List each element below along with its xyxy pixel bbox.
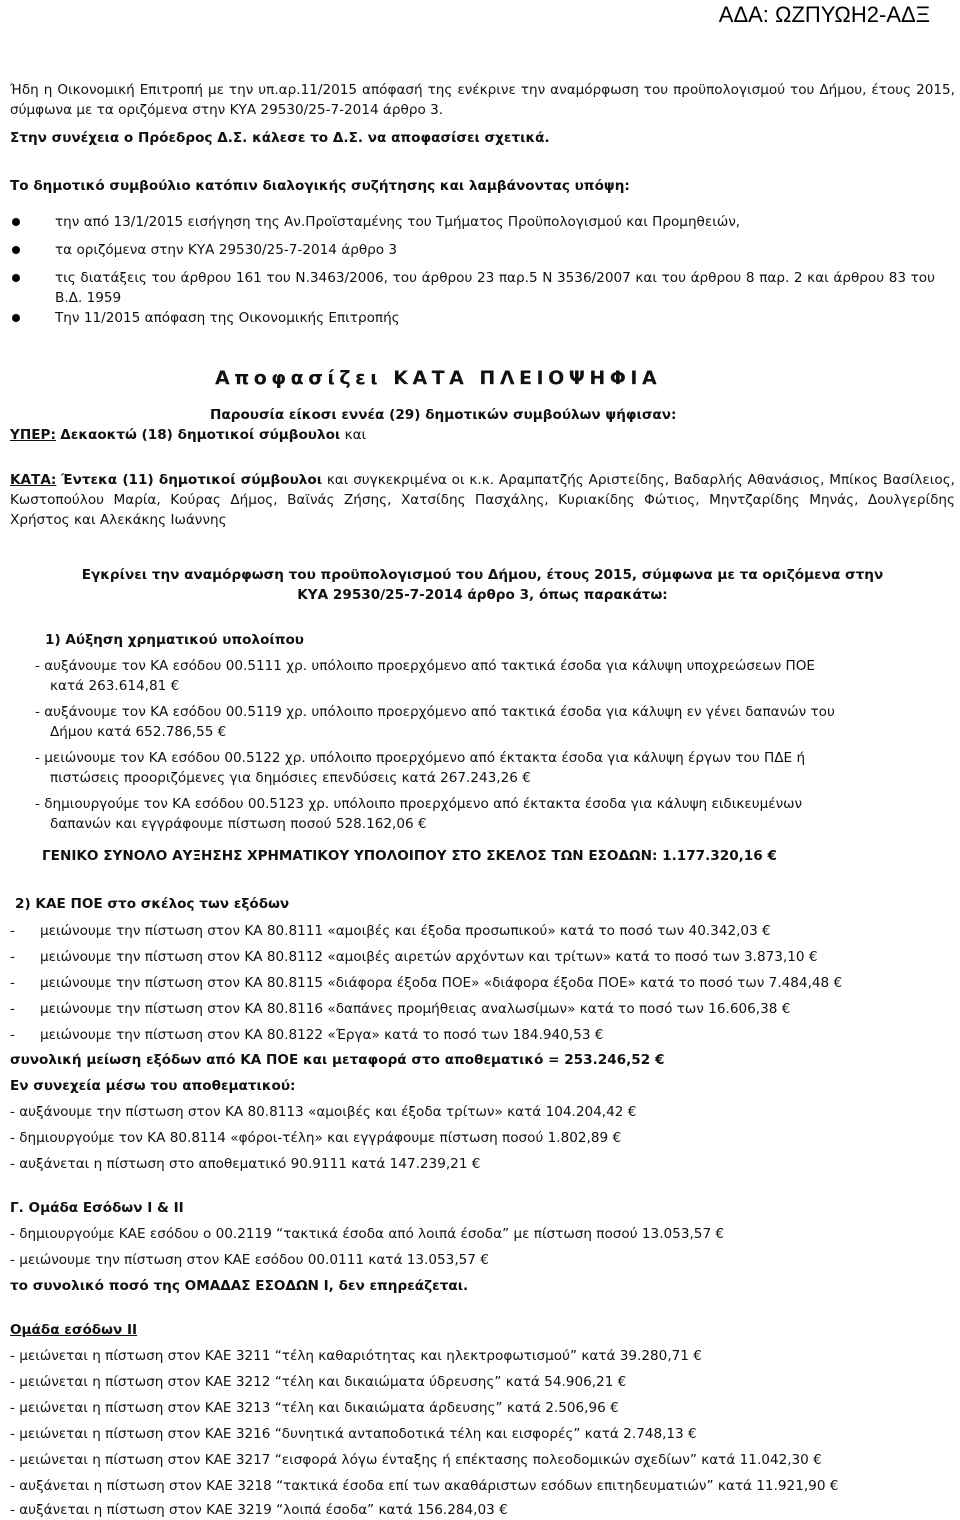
sectionG-note: το συνολικό ποσό της ΟΜΑΔΑΣ ΕΣΟΔΩΝ Ι, δεν επηρεάζεται. (10, 1278, 469, 1294)
section1-total: ΓΕΝΙΚΟ ΣΥΝΟΛΟ ΑΥΞΗΣΗΣ ΧΡΗΜΑΤΙΚΟΥ ΥΠΟΛΟΙΠΟΥ ΣΤΟ ΣΚΕΛΟΣ ΤΩΝ ΕΣΟΔΩΝ: 1.177.320,16 € (42, 848, 777, 864)
approval-line-1: Εγκρίνει την αναμόρφωση του προϋπολογισμού του Δήμου, έτους 2015, σύμφωνα με τα οριζόμενα στην (81, 567, 884, 583)
vote-yes-rest: και (344, 427, 367, 443)
intro-paragraph-2: Στην συνέχεια ο Πρόεδρος Δ.Σ. κάλεσε το Δ.Σ. να αποφασίσει σχετικά. (10, 130, 550, 146)
section2-total: συνολική μείωση εξόδων από ΚΑ ΠΟΕ και μεταφορά στο αποθεματικό = 253.246,52 € (10, 1052, 665, 1068)
reserve-title: Εν συνεχεία μέσω του αποθεματικού: (10, 1078, 296, 1094)
sectionG-item: - μειώνουμε την πίστωση στον ΚΑΕ εσόδου 00.0111 κατά 13.053,57 € (10, 1252, 489, 1268)
bullet-text: Την 11/2015 απόφαση της Οικονομικής Επιτροπής (55, 310, 400, 326)
bullet-icon (12, 246, 20, 254)
group2-title: Ομάδα εσόδων ΙΙ (10, 1322, 138, 1338)
sectionG-item: - δημιουργούμε ΚΑΕ εσόδου ο 00.2119 “τακτικά έσοδα από λοιπά έσοδα” με πίστωση ποσού 13.053,57 € (10, 1226, 725, 1242)
dash-marker: - (10, 949, 15, 965)
bullet-icon (12, 218, 20, 226)
decision-title: Αποφασίζει ΚΑΤΑ ΠΛΕΙΟΨΗΦΙΑ (215, 367, 662, 389)
bullet-text: τις διατάξεις του άρθρου 161 του Ν.3463/2006, του άρθρου 23 παρ.5 Ν 3536/2007 και του άρθρου 8 παρ. 2 και άρθρου 83 του Β.Δ. 1959 (55, 270, 935, 306)
section1-item-amount: κατά 263.614,81 € (50, 678, 180, 694)
dash-marker: - (10, 1027, 15, 1043)
dash-marker: - (10, 923, 15, 939)
section1-item-amount: Δήμου κατά 652.786,55 € (50, 724, 227, 740)
vote-no-label: ΚΑΤΑ: (10, 472, 57, 488)
section1-item: - μειώνουμε τον ΚΑ εσόδου 00.5122 χρ. υπόλοιπο προερχόμενο από έκτακτα έσοδα για κάλυψη έργων του ΠΔΕ ή (35, 750, 806, 766)
section2-item: μειώνουμε την πίστωση στον ΚΑ 80.8115 «διάφορα έξοδα ΠΟΕ» «διάφορα έξοδα ΠΟΕ» κατά το ποσό των 7.484,48 € (40, 975, 843, 991)
section2-item: μειώνουμε την πίστωση στον ΚΑ 80.8112 «αμοιβές αιρετών αρχόντων και τρίτων» κατά το ποσό των 3.873,10 € (40, 949, 818, 965)
vote-yes (10, 425, 366, 445)
bullet-icon (12, 274, 20, 282)
group2-item: - μειώνεται η πίστωση στον ΚΑΕ 3212 “τέλη και δικαιώματα ύδρευσης” κατά 54.906,21 € (10, 1374, 627, 1390)
dash-marker: - (10, 975, 15, 991)
reserve-item: - αυξάνουμε την πίστωση στον ΚΑ 80.8113 «αμοιβές και έξοδα τρίτων» κατά 104.204,42 € (10, 1104, 637, 1120)
bullet-text: την από 13/1/2015 εισήγηση της Αν.Προϊσταμένης του Τμήματος Προϋπολογισμού και Προμηθειών, (55, 214, 741, 230)
approval-line-2: ΚΥΑ 29530/25-7-2014 άρθρο 3, όπως παρακάτω: (297, 587, 668, 603)
group2-item: - μειώνεται η πίστωση στον ΚΑΕ 3216 “δυνητικά ανταποδοτικά τέλη και εισφορές” κατά 2.748,13 € (10, 1426, 697, 1442)
group2-item: - αυξάνεται η πίστωση στον ΚΑΕ 3219 “λοιπά έσοδα” κατά 156.284,03 € (10, 1502, 508, 1518)
vote-yes-count: Δεκαοκτώ (18) δημοτικοί σύμβουλοι (60, 427, 341, 443)
reserve-item: - δημιουργούμε τον ΚΑ 80.8114 «φόροι-τέλη» και εγγράφουμε πίστωση ποσού 1.802,89 € (10, 1130, 622, 1146)
group2-item: - μειώνεται η πίστωση στον ΚΑΕ 3217 “εισφορά λόγω ένταξης ή επέκτασης πολεοδομικών σχεδίων” κατά 11.042,30 € (10, 1452, 822, 1468)
group2-item: - μειώνεται η πίστωση στον ΚΑΕ 3211 “τέλη καθαριότητας και ηλεκτροφωτισμού” κατά 39.280,71 € (10, 1348, 702, 1364)
sectionG-title: Γ. Ομάδα Εσόδων Ι & ΙΙ (10, 1200, 184, 1216)
vote-no (10, 470, 955, 530)
presence-text: Παρουσία είκοσι εννέα (29) δημοτικών συμβούλων ψήφισαν: (210, 407, 677, 423)
section1-item: - δημιουργούμε τον ΚΑ εσόδου 00.5123 χρ. υπόλοιπο προερχόμενο από έκτακτα έσοδα για κάλυψη ειδικευμένων (35, 796, 803, 812)
section1-item-amount: δαπανών και εγγράφουμε πίστωση ποσού 528.162,06 € (50, 816, 427, 832)
bullet-text: τα οριζόμενα στην ΚΥΑ 29530/25-7-2014 άρθρο 3 (55, 242, 398, 258)
section2-item: μειώνουμε την πίστωση στον ΚΑ 80.8111 «αμοιβές και έξοδα προσωπικού» κατά το ποσό των 40.342,03 € (40, 923, 771, 939)
vote-no-count: Έντεκα (11) δημοτικοί σύμβουλοι (61, 472, 322, 488)
reserve-item: - αυξάνεται η πίστωση στο αποθεματικό 90.9111 κατά 147.239,21 € (10, 1156, 481, 1172)
section2-item: μειώνουμε την πίστωση στον ΚΑ 80.8116 «δαπάνες προμήθειας αναλωσίμων» κατά το ποσό των 16.606,38 € (40, 1001, 791, 1017)
section1-item: - αυξάνουμε τον ΚΑ εσόδου 00.5111 χρ. υπόλοιπο προερχόμενο από τακτικά έσοδα για κάλυψη υποχρεώσεων ΠΟΕ (35, 658, 816, 674)
group2-item: - αυξάνεται η πίστωση στον ΚΑΕ 3218 “τακτικά έσοδα επί των ακαθάριστων εσόδων επιτηδευματιών” κατά 11.921,90 € (10, 1478, 839, 1494)
section2-title: 2) ΚΑΕ ΠΟΕ στο σκέλος των εξόδων (15, 896, 290, 912)
vote-yes-label: ΥΠΕΡ: (10, 427, 56, 443)
section2-item: μειώνουμε την πίστωση στον ΚΑ 80.8122 «Έργα» κατά το ποσό των 184.940,53 € (40, 1027, 604, 1043)
section1-title: 1) Αύξηση χρηματικού υπολοίπου (45, 632, 304, 648)
intro-paragraph-3: Το δημοτικό συμβούλιο κατόπιν διαλογικής συζήτησης και λαμβάνοντας υπόψη: (10, 178, 630, 194)
section1-item: - αυξάνουμε τον ΚΑ εσόδου 00.5119 χρ. υπόλοιπο προερχόμενο από τακτικά έσοδα για κάλυψη εν γένει δαπανών του (35, 704, 835, 720)
section1-item-amount: πιστώσεις προοριζόμενες για δημόσιες επενδύσεις κατά 267.243,26 € (50, 770, 531, 786)
intro-paragraph-1: Ήδη η Οικονομική Επιτροπή με την υπ.αρ.11/2015 απόφασή της ενέκρινε την αναμόρφωση του προϋπολογισμού του Δήμου, έτους 2015, σύμφωνα με τα οριζόμενα στην ΚΥΑ 29530/25-7-2014 άρθρο 3. (10, 82, 955, 118)
dash-marker: - (10, 1001, 15, 1017)
vote-no-names: και συγκεκριμένα οι κ.κ. Αραμπατζής Αριστείδης, Βαδαρλής Αθανάσιος, Μπίκος Βασίλειος, Κωστοπούλου Μαρία, Κούρας Δήμος, Βαϊνάς Ζήσης, Χατσίδης Πασχάλης, Κυριακίδης Φώτιος, Μηντζαρίδης Μηνάς, Δουλγερίδης Χρήστος και Αλεκάκης Ιωάννης (10, 472, 955, 528)
group2-item: - μειώνεται η πίστωση στον ΚΑΕ 3213 “τέλη και δικαιώματα άρδευσης” κατά 2.506,96 € (10, 1400, 619, 1416)
ada-code: ΑΔΑ: ΩΖΠΥΩΗ2-ΑΔΞ (718, 2, 930, 27)
bullet-icon (12, 314, 20, 322)
